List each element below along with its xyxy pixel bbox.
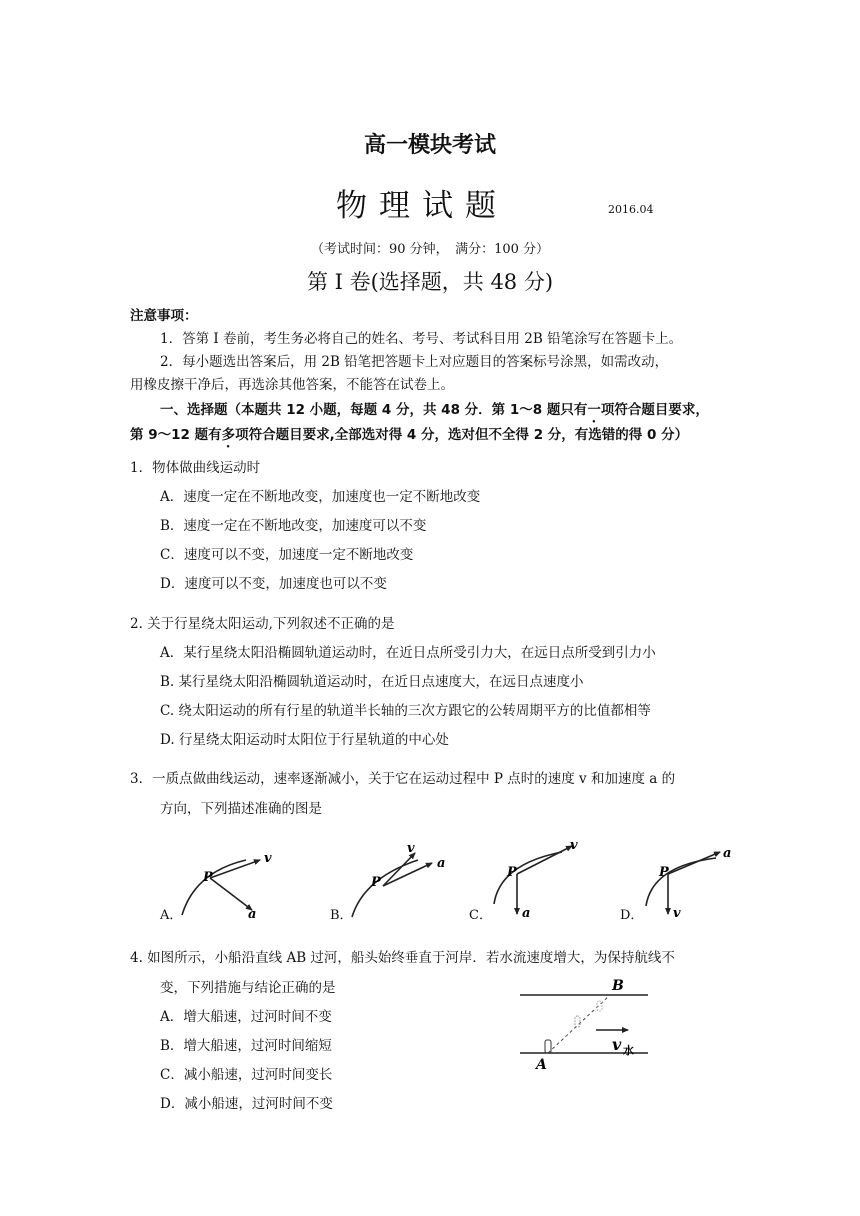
q4-point-b: B xyxy=(612,978,624,994)
q1-option-c: C．速度可以不变，加速度一定不断地改变 xyxy=(160,547,414,563)
exam-meta: （考试时间：90 分钟， 满分：100 分） xyxy=(310,242,550,257)
q3c-curve xyxy=(494,852,562,904)
q4-stem-line2: 变，下列措施与结论正确的是 xyxy=(160,980,336,996)
q3a-v-label: v xyxy=(264,851,272,866)
exam-date: 2016.04 xyxy=(608,203,654,216)
q2-option-a: A．某行星绕太阳沿椭圆轨道运动时，在近日点所受引力大，在远日点所受到引力小 xyxy=(160,645,656,661)
q1-option-a: A．速度一定在不断地改变，加速度也一定不断地改变 xyxy=(160,489,481,505)
q4-figure xyxy=(520,978,648,1073)
q4-option-a: A．增大船速，过河时间不变 xyxy=(160,1009,332,1025)
subject-title: 物理试题 xyxy=(336,188,508,224)
q3-stem-line2: 方向，下列描述准确的图是 xyxy=(160,801,322,817)
note-item-2: 2．每小题选出答案后，用 2B 铅笔把答题卡上对应题目的答案标号涂黑，如需改动， xyxy=(160,354,669,370)
q3c-point-label: P xyxy=(507,865,517,880)
q3d-point-label: P xyxy=(659,865,669,880)
q3-figure-a xyxy=(182,851,272,922)
emphasis-multi: 多 xyxy=(221,427,236,443)
q1-stem: 1．物体做曲线运动时 xyxy=(130,460,261,476)
note-item-2-cont: 用橡皮擦干净后，再选涂其他答案，不能答在试卷上。 xyxy=(130,377,454,393)
q4-path-ab xyxy=(548,995,610,1053)
q2-option-b: B. 某行星绕太阳沿椭圆轨道运动时，在近日点速度大，在远日点速度小 xyxy=(160,674,584,690)
note-item-1: 1．答第 I 卷前，考生务必将自己的姓名、考号、考试科目用 2B 铅笔涂写在答题卡上。 xyxy=(160,331,683,347)
q4-point-a: A xyxy=(536,1057,547,1073)
q4-option-c: C．减小船速，过河时间变长 xyxy=(160,1067,333,1083)
section-line2-a: 第 9～12 题有 xyxy=(130,427,222,443)
q3-figure-label-b: B． xyxy=(330,908,353,923)
q3b-curve xyxy=(352,860,418,917)
section-line1-a: 一、选择题（本题共 12 小题，每题 4 分，共 48 分．第 1～8 题只有 xyxy=(160,402,588,418)
q3-figure-c xyxy=(494,838,578,921)
q3a-point-label: P xyxy=(203,870,213,885)
q3-figure-d xyxy=(646,846,731,921)
q4-boat-mid xyxy=(575,1016,580,1027)
q1-option-b: B．速度一定在不断地改变，加速度可以不变 xyxy=(160,518,427,534)
q3b-point-label: P xyxy=(371,875,381,890)
q1-option-d: D．速度可以不变，加速度也可以不变 xyxy=(160,576,387,592)
q3-figure-label-c: C． xyxy=(469,908,492,923)
q2-stem: 2. 关于行星绕太阳运动,下列叙述不正确的是 xyxy=(130,616,395,632)
notes-heading: 注意事项： xyxy=(130,308,198,324)
q3-figure-label-a: A． xyxy=(160,908,183,923)
q2-option-d: D. 行星绕太阳运动时太阳位于行星轨道的中心处 xyxy=(160,732,449,748)
q3-stem-line1: 3．一质点做曲线运动，速率逐渐减小，关于它在运动过程中 P 点时的速度 v 和加速度 a 的 xyxy=(130,771,676,787)
q3d-curve xyxy=(646,858,716,906)
q3a-acceleration-arrow xyxy=(210,878,252,910)
q3c-velocity-arrow xyxy=(517,846,572,874)
q3b-acceleration-arrow xyxy=(383,863,432,886)
q3-figure-b xyxy=(352,841,445,917)
q3d-v-label: v xyxy=(673,906,681,921)
q3d-a-label: a xyxy=(723,846,732,861)
q4-velocity-label: v xyxy=(612,1035,622,1054)
q3b-a-label: a xyxy=(437,856,446,871)
q3a-a-label: a xyxy=(248,907,257,922)
q4-stem-line1: 4. 如图所示，小船沿直线 AB 过河，船头始终垂直于河岸．若水流速度增大，为保持航线不 xyxy=(130,950,675,966)
part-title: 第 I 卷(选择题，共 48 分) xyxy=(306,270,554,294)
q3-figure-label-d: D． xyxy=(620,908,644,923)
section-line1-b: 项符合题目要求， xyxy=(600,402,709,418)
q3c-a-label: a xyxy=(522,906,531,921)
exam-title: 高一模块考试 xyxy=(363,132,496,158)
q3c-v-label: v xyxy=(570,838,578,853)
q4-option-d: D．减小船速，过河时间不变 xyxy=(160,1096,333,1112)
q4-velocity-subscript: 水 xyxy=(623,1044,634,1057)
section-line2-b: 项符合题目要求,全部选对得 4 分，选对但不全得 2 分，有选错的得 0 分） xyxy=(235,427,689,443)
q2-option-c: C. 绕太阳运动的所有行星的轨道半长轴的三次方跟它的公转周期平方的比值都相等 xyxy=(160,703,651,719)
q4-option-b: B．增大船速，过河时间缩短 xyxy=(160,1038,332,1054)
q3d-acceleration-arrow xyxy=(668,852,720,874)
q3b-velocity-arrow xyxy=(383,853,415,886)
emphasis-one: 一 xyxy=(587,402,601,418)
q3b-v-label: v xyxy=(407,841,415,856)
